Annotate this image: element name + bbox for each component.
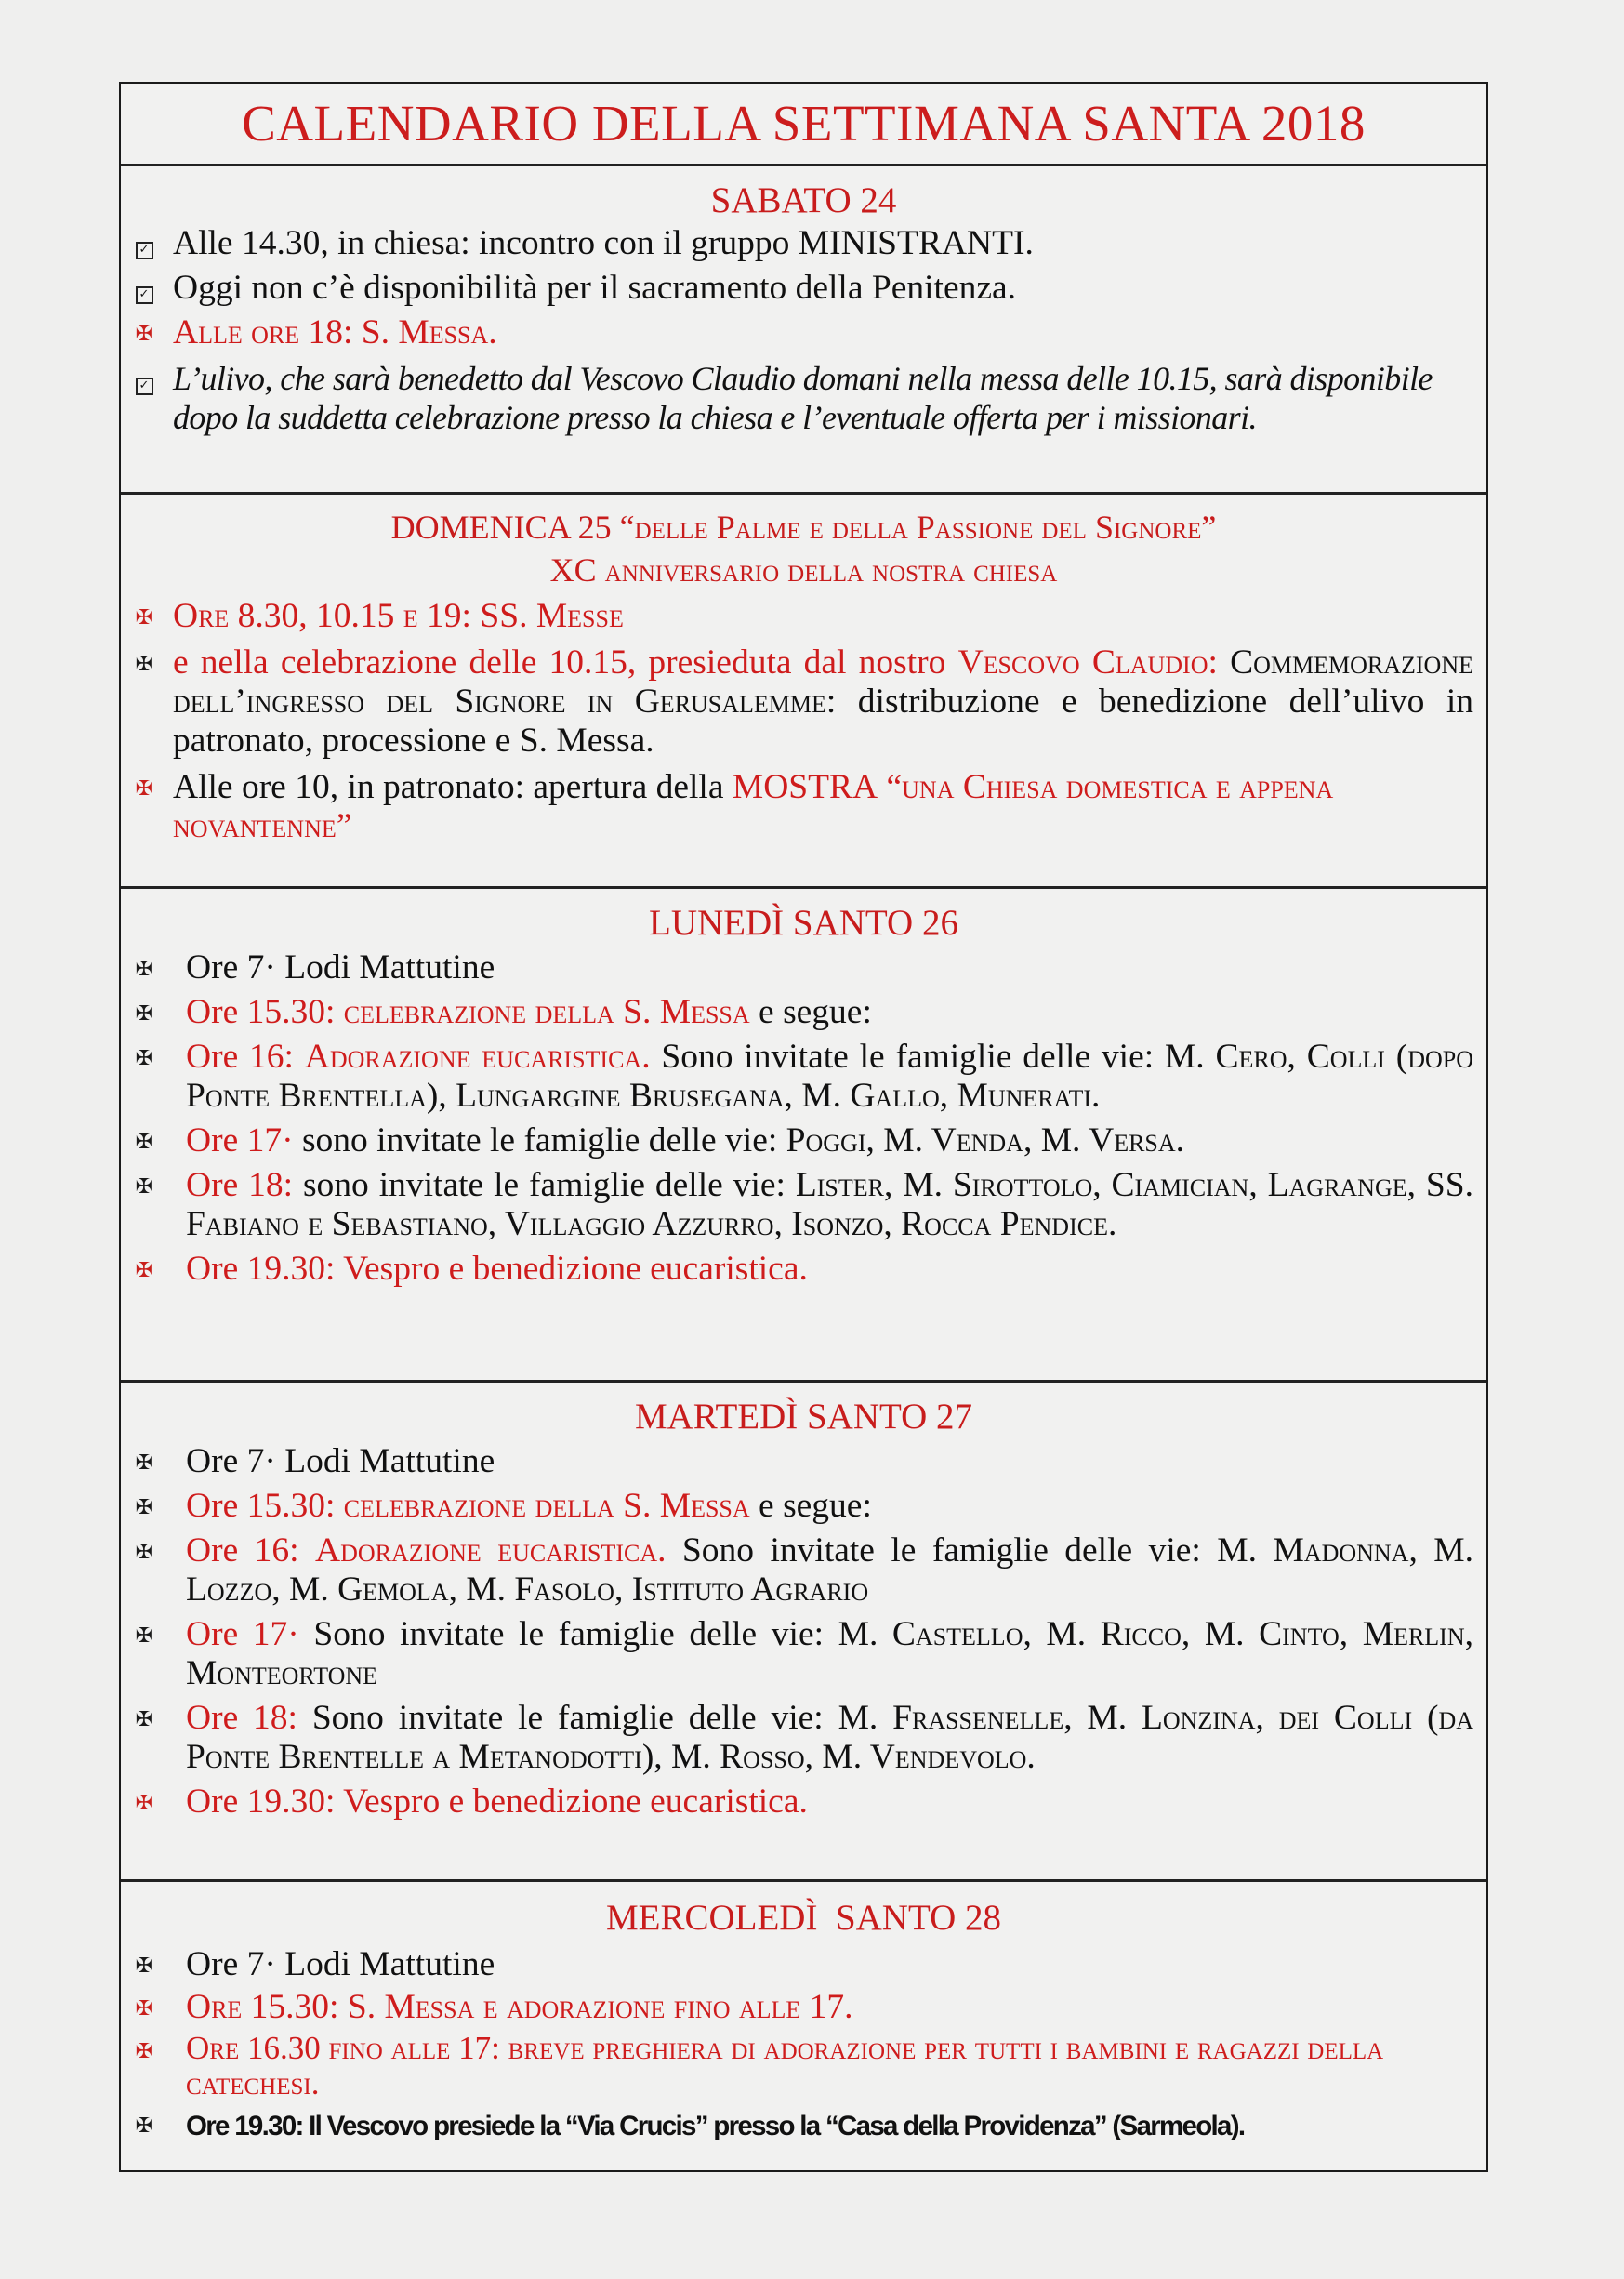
- item-text-streets: M. Castello, M. Ricco, M. Cinto, Merlin, Monteortone: [186, 1615, 1473, 1692]
- item-text: sono invitate le famiglie delle vie:: [293, 1121, 786, 1159]
- item-text-streets: M. Cero, Colli (dopo Ponte Brentella), Lungargine Brusegana, M. Gallo, Munerati.: [186, 1038, 1473, 1115]
- anniversary-text: anniversario della nostra chiesa: [604, 551, 1058, 589]
- item-text: Oggi non c’è disponibilità per il sacramento della Penitenza.: [173, 269, 1017, 307]
- item-text-highlight: Adorazione eucaristica.: [304, 1038, 651, 1076]
- day-section-martedi: [121, 1380, 1486, 1880]
- item-text-time: Ore 15.30:: [186, 1487, 344, 1525]
- item-text-streets: Poggi, M. Venda, M. Versa.: [786, 1121, 1185, 1159]
- day-section-sabato: [121, 164, 1486, 493]
- maltese-cross-icon: ✠: [135, 777, 153, 801]
- maltese-cross-icon: ✠: [135, 1708, 153, 1731]
- list-item: [121, 1121, 1486, 1160]
- item-text: e segue:: [749, 993, 872, 1031]
- item-text: e nella celebrazione delle 10.15, presieduta dal nostro: [173, 643, 958, 682]
- item-text: Sono invitate le famiglie delle vie:: [666, 1531, 1218, 1570]
- event-list: [121, 948, 1486, 1289]
- maltese-cross-icon: ✠: [135, 1541, 153, 1564]
- item-text: Ore 7· Lodi Mattutine: [186, 1442, 495, 1480]
- item-text: Ore 7· Lodi Mattutine: [186, 948, 495, 987]
- item-text-streets: M. Madonna, M. Lozzo, M. Gemola, M. Fasolo, Istituto Agrario: [186, 1531, 1473, 1609]
- item-text: distribuzione e benedizione dell’ulivo in patronato, processione e S. Messa.: [173, 682, 1473, 760]
- maltese-cross-icon: ✠: [135, 1997, 153, 2021]
- maltese-cross-icon: ✠: [135, 1451, 153, 1475]
- maltese-cross-icon: ✠: [135, 1624, 153, 1648]
- item-text: Sono invitate le famiglie delle vie:: [297, 1699, 838, 1737]
- day-heading-date: DOMENICA 25: [390, 509, 612, 546]
- event-list: [121, 597, 1486, 846]
- item-text: Ore 19.30: Vespro e benedizione eucaristica.: [186, 1250, 808, 1288]
- item-text: sono invitate le famiglie delle vie:: [293, 1166, 796, 1204]
- maltese-cross-icon: ✠: [135, 1002, 153, 1026]
- item-text-highlight: Adorazione eucaristica.: [315, 1531, 667, 1570]
- event-list: [121, 224, 1486, 438]
- item-text-time: Ore 18:: [186, 1699, 297, 1737]
- item-text: Alle ore 18: S. Messa.: [173, 313, 497, 351]
- maltese-cross-icon: ✠: [135, 1047, 153, 1070]
- list-item: [121, 993, 1486, 1032]
- list-item: [121, 2031, 1486, 2101]
- maltese-cross-icon: ✠: [135, 1175, 153, 1199]
- day-section-domenica: [121, 492, 1486, 887]
- item-text: L’ulivo, che sarà benedetto dal Vescovo Claudio domani nella messa delle 10.15, sarà disponibile dopo la suddetta celebrazione presso la chiesa e l’eventuale offerta per i missionari.: [173, 360, 1433, 436]
- page-title: CALENDARIO DELLA SETTIMANA SANTA 2018: [242, 95, 1366, 152]
- list-item: [121, 768, 1486, 846]
- list-item: [121, 948, 1486, 987]
- checkbox-icon: ✓: [132, 224, 156, 263]
- item-text: Sono invitate le famiglie delle vie:: [650, 1038, 1165, 1076]
- list-item: [121, 1531, 1486, 1610]
- item-text: Alle 14.30, in chiesa: incontro con il gruppo MINISTRANTI.: [173, 224, 1034, 262]
- item-text: Alle ore 10, in patronato: apertura della: [173, 768, 733, 806]
- day-heading: MERCOLEDÌ SANTO 28: [605, 1898, 1002, 1938]
- maltese-cross-icon: ✠: [135, 323, 153, 346]
- item-text: Ore 19.30: Vespro e benedizione eucaristica.: [186, 1782, 808, 1821]
- list-item: [121, 643, 1486, 761]
- maltese-cross-icon: ✠: [135, 1792, 153, 1815]
- event-list: [121, 1442, 1486, 1822]
- day-heading-title: “delle Palme e della Passione del Signore”: [619, 509, 1217, 546]
- item-text-smallcaps: “una Chiesa domestica e appena novantenne”: [173, 768, 1334, 845]
- maltese-cross-icon: ✠: [135, 1259, 153, 1282]
- item-text: Sono invitate le famiglie delle vie:: [298, 1615, 838, 1653]
- day-subheading: [121, 549, 1486, 591]
- list-item: [121, 1615, 1486, 1693]
- calendar-frame: [119, 82, 1488, 2172]
- item-text-highlight: MOSTRA: [732, 768, 878, 806]
- list-item: [121, 1250, 1486, 1289]
- item-text: Ore 16.30 fino alle 17: breve preghiera di adorazione per tutti i bambini e ragazzi della catechesi.: [186, 2030, 1384, 2101]
- maltese-cross-icon: ✠: [135, 1954, 153, 1978]
- item-text: Ore 19.30: Il Vescovo presiede la “Via Crucis” presso la “Casa della Providenza” (Sarmeola).: [186, 2111, 1245, 2141]
- day-heading: MARTEDÌ SANTO 27: [634, 1397, 973, 1437]
- list-item: [121, 313, 1486, 352]
- day-section-lunedi: [121, 886, 1486, 1381]
- list-item: [121, 360, 1486, 438]
- item-text-time: Ore 15.30:: [186, 993, 344, 1031]
- item-text: Ore 8.30, 10.15 e 19: SS. Messe: [173, 597, 624, 635]
- item-text-time: Ore 17·: [186, 1615, 299, 1653]
- checkbox-icon: ✓: [132, 269, 156, 308]
- maltese-cross-icon: ✠: [135, 958, 153, 981]
- maltese-cross-icon: ✠: [135, 653, 153, 676]
- list-item: [121, 2105, 1486, 2146]
- list-item: [121, 1699, 1486, 1777]
- item-text-streets: M. Frassenelle, M. Lonzina, dei Colli (da Ponte Brentelle a Metanodotti), M. Rosso, M. Vendevolo.: [186, 1699, 1473, 1776]
- list-item: [121, 1988, 1486, 2027]
- checkbox-icon: ✓: [132, 360, 156, 399]
- item-text-highlight: celebrazione della S. Messa: [343, 993, 750, 1031]
- maltese-cross-icon: ✠: [135, 1131, 153, 1154]
- item-text-highlight: celebrazione della S. Messa: [343, 1487, 750, 1525]
- list-item: [121, 1945, 1486, 1984]
- list-item: [121, 1782, 1486, 1822]
- list-item: [121, 1166, 1486, 1244]
- title-section: [121, 84, 1486, 166]
- item-text: e segue:: [749, 1487, 872, 1525]
- list-item: [121, 1487, 1486, 1526]
- maltese-cross-icon: ✠: [135, 2114, 153, 2138]
- item-text: Ore 7· Lodi Mattutine: [186, 1945, 495, 1983]
- item-text-highlight: Vescovo Claudio:: [957, 643, 1218, 682]
- day-heading: SABATO 24: [710, 180, 897, 220]
- day-heading: LUNEDÌ SANTO 26: [649, 903, 958, 943]
- item-text-streets: Lister, M. Sirottolo, Ciamician, Lagrange, SS. Fabiano e Sebastiano, Villaggio Azzurro, Isonzo, Rocca Pendice.: [186, 1166, 1473, 1243]
- item-text-time: Ore 17·: [186, 1121, 294, 1159]
- day-section-mercoledi: [121, 1879, 1486, 2170]
- list-item: [121, 597, 1486, 636]
- list-item: [121, 1038, 1486, 1116]
- list-item: [121, 224, 1486, 263]
- maltese-cross-icon: ✠: [135, 2040, 153, 2063]
- anniversary-number: XC: [549, 551, 597, 589]
- list-item: [121, 1442, 1486, 1481]
- item-text-smallcaps: Commemorazione dell’ingresso del Signore in Gerusalemme:: [173, 643, 1473, 721]
- item-text-time: Ore 18:: [186, 1166, 294, 1204]
- item-text-time: Ore 16:: [186, 1531, 316, 1570]
- item-text-time: Ore 16:: [186, 1038, 305, 1076]
- event-list: [121, 1945, 1486, 2146]
- day-heading: [121, 506, 1486, 549]
- maltese-cross-icon: ✠: [135, 606, 153, 629]
- maltese-cross-icon: ✠: [135, 1496, 153, 1519]
- list-item: [121, 269, 1486, 308]
- item-text: Ore 15.30: S. Messa e adorazione fino alle 17.: [186, 1988, 853, 2026]
